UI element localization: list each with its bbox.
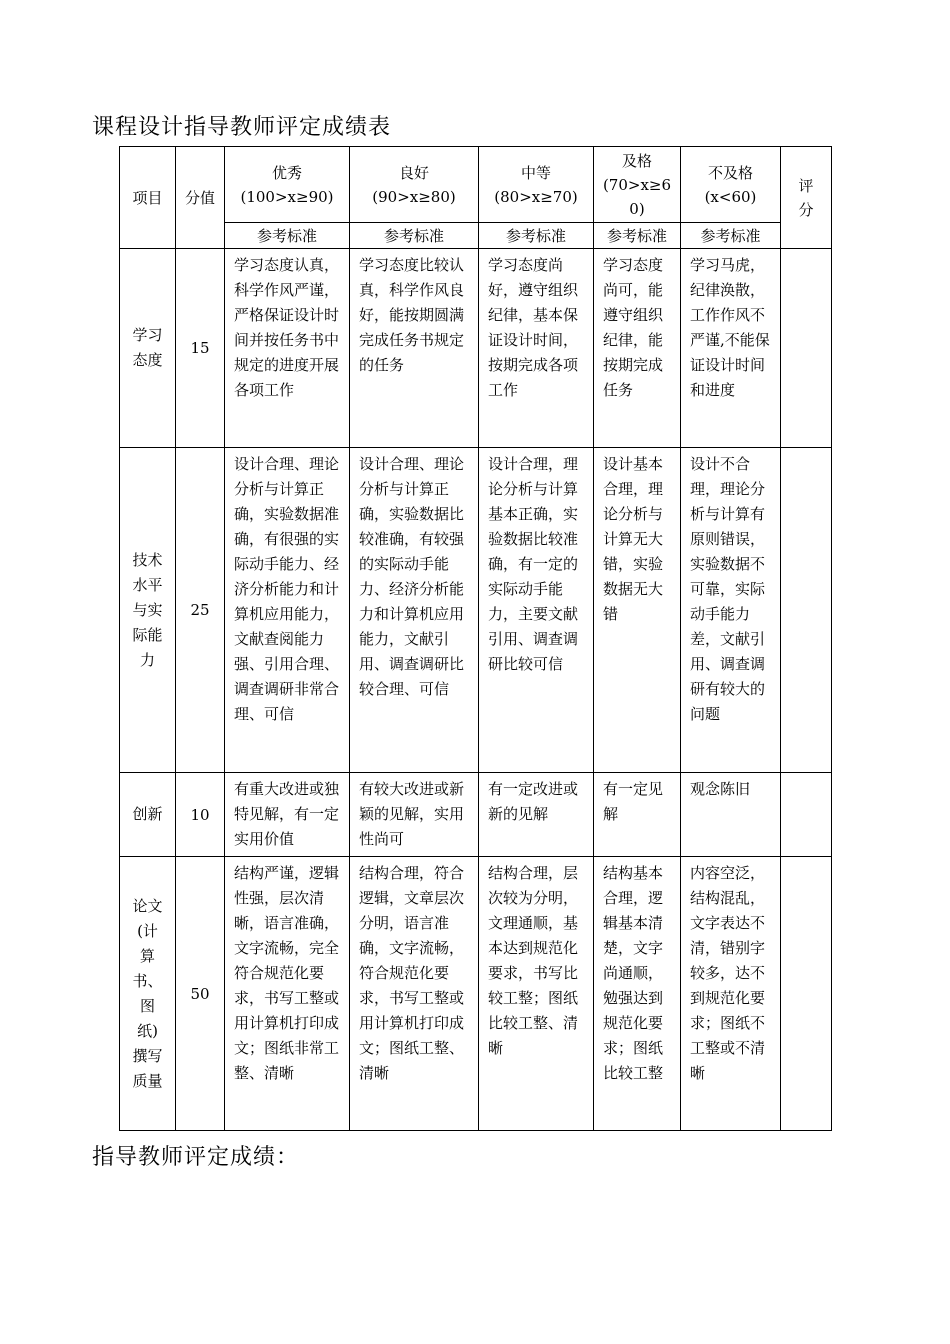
- table-row: [120, 249, 832, 448]
- score-input-cell[interactable]: [781, 857, 832, 1131]
- advisor-grade-label: 指导教师评定成绩：: [92, 1145, 300, 1170]
- reference-label: 参考标准: [594, 223, 681, 249]
- header-score: 评分: [781, 147, 832, 249]
- criteria-average: 设计合理，理论分析与计算基本正确，实验数据比较准确，有一定的实际动手能力，主要文献引用、调查调研比较可信: [479, 448, 594, 773]
- criteria-good: 设计合理、理论分析与计算正确，实验数据比较准确，有较强的实际动手能力、经济分析能力和计算机应用能力，文献引用、调查调研比较合理、可信: [350, 448, 479, 773]
- criteria-pass: 结构基本合理，逻辑基本清楚，文字尚通顺，勉强达到规范化要求；图纸比较工整: [594, 857, 681, 1131]
- header-grade-excellent: [225, 147, 350, 223]
- grade-name: 优秀: [271, 163, 302, 182]
- table-row: [120, 773, 832, 857]
- criteria-fail: 学习马虎，纪律涣散，工作作风不严谨,不能保证设计时间和进度: [681, 249, 781, 448]
- criteria-excellent: 有重大改进或独特见解，有一定实用价值: [225, 773, 350, 857]
- criteria-excellent: 学习态度认真，科学作风严谨，严格保证设计时间并按任务书中规定的进度开展各项工作: [225, 249, 350, 448]
- criteria-fail: 观念陈旧: [681, 773, 781, 857]
- table-row: [120, 857, 832, 1131]
- row-points: 25: [176, 448, 225, 773]
- criteria-fail: 内容空泛，结构混乱，文字表达不清，错别字较多，达不到规范化要求；图纸不工整或不清晰: [681, 857, 781, 1131]
- grade-name: 不及格: [707, 163, 753, 182]
- header-grade-good: [350, 147, 479, 223]
- criteria-good: 有较大改进或新颖的见解，实用性尚可: [350, 773, 479, 857]
- grade-name: 良好: [398, 163, 429, 182]
- reference-label: 参考标准: [225, 223, 350, 249]
- row-item: 论文(计算书、图纸)撰写质量: [120, 857, 176, 1131]
- grade-name: 及格: [621, 151, 652, 170]
- grading-table: [119, 146, 832, 1131]
- grade-range: (100>x≥90): [240, 187, 334, 206]
- score-input-cell[interactable]: [781, 249, 832, 448]
- criteria-average: 结构合理，层次较为分明，文理通顺，基本达到规范化要求，书写比较工整；图纸比较工整、清晰: [479, 857, 594, 1131]
- reference-label: 参考标准: [350, 223, 479, 249]
- grade-range: (90>x≥80): [372, 187, 456, 206]
- header-points: 分值: [176, 147, 225, 249]
- criteria-good: 结构合理，符合逻辑，文章层次分明，语言准确，文字流畅，符合规范化要求，书写工整或用计算机打印成文；图纸工整、清晰: [350, 857, 479, 1131]
- criteria-pass: 设计基本合理，理论分析与计算无大错，实验数据无大错: [594, 448, 681, 773]
- reference-label: 参考标准: [681, 223, 781, 249]
- header-item: 项目: [120, 147, 176, 249]
- criteria-pass: 学习态度尚可，能遵守组织纪律，能按期完成任务: [594, 249, 681, 448]
- row-points: 10: [176, 773, 225, 857]
- criteria-pass: 有一定见解: [594, 773, 681, 857]
- row-points: 50: [176, 857, 225, 1131]
- header-grade-pass: [594, 147, 681, 223]
- header-grade-average: [479, 147, 594, 223]
- criteria-average: 学习态度尚好，遵守组织纪律，基本保证设计时间，按期完成各项工作: [479, 249, 594, 448]
- header-grade-fail: [681, 147, 781, 223]
- criteria-good: 学习态度比较认真，科学作风良好，能按期圆满完成任务书规定的任务: [350, 249, 479, 448]
- row-item: 创新: [120, 773, 176, 857]
- criteria-average: 有一定改进或新的见解: [479, 773, 594, 857]
- criteria-fail: 设计不合理，理论分析与计算有原则错误，实验数据不可靠，实际动手能力差，文献引用、调查调研有较大的问题: [681, 448, 781, 773]
- criteria-excellent: 结构严谨，逻辑性强，层次清晰，语言准确，文字流畅，完全符合规范化要求，书写工整或用计算机打印成文；图纸非常工整、清晰: [225, 857, 350, 1131]
- score-input-cell[interactable]: [781, 448, 832, 773]
- header-row: [120, 147, 832, 223]
- grade-range: (x<60): [704, 187, 757, 206]
- grade-name: 中等: [520, 163, 551, 182]
- grade-range: (70>x≥60): [602, 175, 672, 218]
- score-input-cell[interactable]: [781, 773, 832, 857]
- row-points: 15: [176, 249, 225, 448]
- page-title: 课程设计指导教师评定成绩表: [92, 115, 392, 140]
- reference-label: 参考标准: [479, 223, 594, 249]
- row-item: 技术水平与实际能力: [120, 448, 176, 773]
- row-item: 学习态度: [120, 249, 176, 448]
- grade-range: (80>x≥70): [494, 187, 578, 206]
- table-row: [120, 448, 832, 773]
- reference-row: [120, 223, 832, 249]
- criteria-excellent: 设计合理、理论分析与计算正确，实验数据准确，有很强的实际动手能力、经济分析能力和计算机应用能力，文献查阅能力强、引用合理、调查调研非常合理、可信: [225, 448, 350, 773]
